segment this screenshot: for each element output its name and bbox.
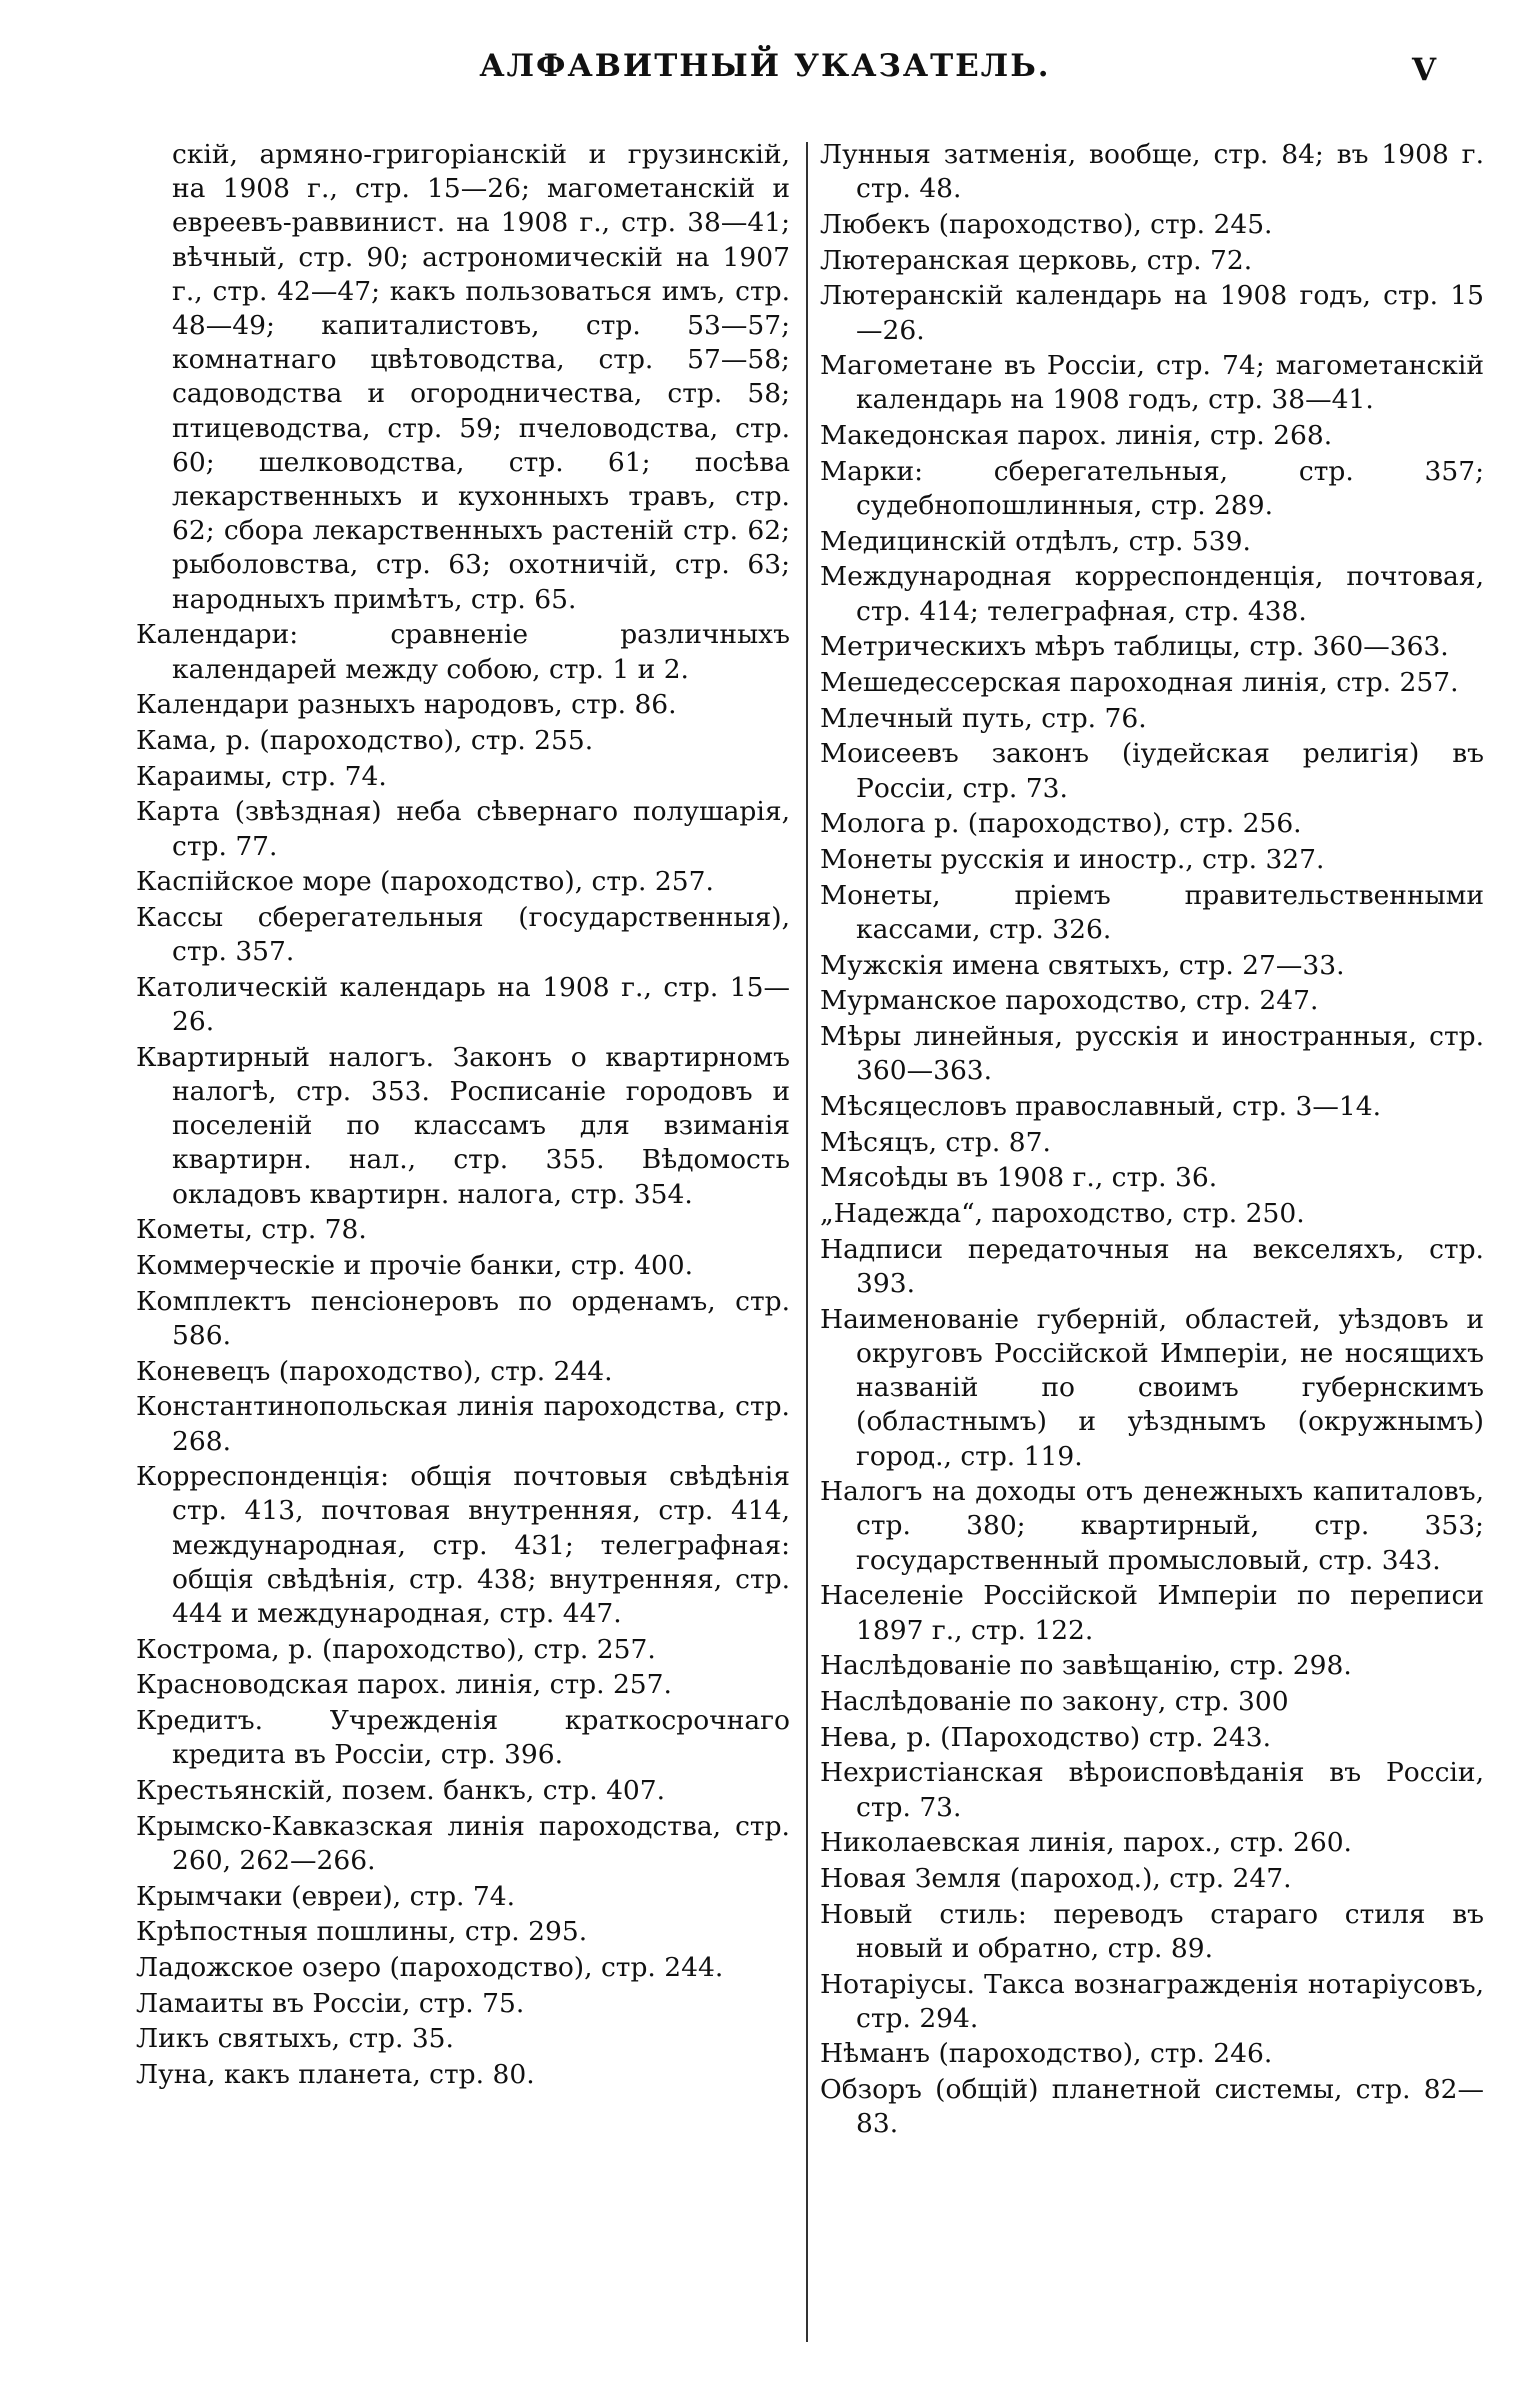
index-entry: Нехристіанская вѣроисповѣданія въ Россіи, стр. 73. (820, 1757, 1484, 1823)
index-entry: Нева, р. (Пароходство) стр. 243. (820, 1721, 1272, 1753)
index-entry: Молога р. (пароходство), стр. 256. (820, 808, 1302, 840)
index-entry: Обзоръ (общій) планетной системы, стр. 82—83. (820, 2074, 1484, 2140)
index-entry: Монеты, пріемъ правительственными кассами, стр. 326. (820, 879, 1484, 945)
index-entry: Кама, р. (пароходство), стр. 255. (136, 724, 594, 756)
index-entry: Международная корреспонденція, почтовая, стр. 414; телеграфная, стр. 438. (820, 561, 1484, 627)
column-divider (806, 142, 808, 2342)
index-entry: Новый стиль: переводъ стараго стиля въ новый и обратно, стр. 89. (820, 1898, 1484, 1964)
index-entry: Македонская парох. линія, стр. 268. (820, 420, 1333, 452)
index-entry: Мѣры линейныя, русскія и иностранныя, стр. 360—363. (820, 1021, 1484, 1087)
index-entry: Марки: сберегательныя, стр. 357; судебнопошлинныя, стр. 289. (820, 455, 1484, 522)
index-entry: Католическій календарь на 1908 г., стр. 15—26. (136, 971, 790, 1038)
index-entry: Мѣсяцесловъ православный, стр. 3—14. (820, 1090, 1382, 1122)
index-entry: Лютеранскій календарь на 1908 годъ, стр. 15—26. (820, 280, 1484, 346)
index-entry: Любекъ (пароходство), стр. 245. (820, 208, 1273, 240)
index-entry: Мясоѣды въ 1908 г., стр. 36. (820, 1162, 1218, 1194)
index-entry: Коневецъ (пароходство), стр. 244. (136, 1355, 613, 1387)
index-entry: Медицинскій отдѣлъ, стр. 539. (820, 525, 1251, 557)
index-entry: Кассы сберегательныя (государственныя), стр. 357. (136, 901, 790, 968)
index-entry: Крестьянскій, позем. банкъ, стр. 407. (136, 1775, 666, 1807)
index-entry: Кометы, стр. 78. (136, 1214, 367, 1246)
index-entry: Монеты русскія и иностр., стр. 327. (820, 844, 1325, 876)
index-entry: Ладожское озеро (пароходство), стр. 244. (136, 1952, 724, 1984)
index-entry: Коммерческіе и прочіе банки, стр. 400. (136, 1250, 694, 1281)
index-entry: Красноводская парох. линія, стр. 257. (136, 1669, 672, 1701)
index-entry: Лунныя затменія, вообще, стр. 84; въ 1908 г. стр. 48. (820, 139, 1484, 205)
index-entry: Ликъ святыхъ, стр. 35. (136, 2023, 454, 2055)
index-entry: Нѣманъ (пароходство), стр. 246. (820, 2038, 1273, 2070)
index-column-left (136, 138, 790, 2094)
index-entry: Мужскія имена святыхъ, стр. 27—33. (820, 949, 1345, 981)
index-entry: Каспійское море (пароходство), стр. 257. (136, 866, 714, 898)
index-entry: Наслѣдованіе по закону, стр. 300 (820, 1685, 1289, 1717)
index-entry: Метрическихъ мѣръ таблицы, стр. 360—363. (820, 631, 1449, 663)
index-entry: Николаевская линія, парох., стр. 260. (820, 1827, 1352, 1859)
index-entry: Кредитъ. Учрежденія краткосрочнаго кредита въ Россіи, стр. 396. (136, 1705, 790, 1771)
index-entry: Млечный путь, стр. 76. (820, 702, 1147, 734)
index-entry: Комплектъ пенсіонеровъ по орденамъ, стр. 586. (136, 1285, 790, 1351)
index-entry: Наслѣдованіе по завѣщанію, стр. 298. (820, 1650, 1352, 1682)
page-number: V (1412, 52, 1437, 88)
index-entry: Крѣпостныя пошлины, стр. 295. (136, 1916, 588, 1948)
index-entry: Квартирный налогъ. Законъ о квартирномъ налогѣ, стр. 353. Росписаніе городовъ и поселеній по классамъ для взиманія квартирн. нал., стр. 355. Вѣдомость окладовъ квартирн. налога, стр. 354. (136, 1041, 790, 1210)
index-entry: Моисеевъ законъ (іудейская религія) въ Россіи, стр. 73. (820, 738, 1484, 804)
index-entry: Календари: сравненіе различныхъ календарей между собою, стр. 1 и 2. (136, 619, 790, 685)
index-entry: Лютеранская церковь, стр. 72. (820, 244, 1253, 276)
index-entry: Мурманское пароходство, стр. 247. (820, 985, 1319, 1017)
index-entry: Налогъ на доходы отъ денежныхъ капиталовъ, стр. 380; квартирный, стр. 353; государственный промысловый, стр. 343. (820, 1476, 1484, 1576)
index-entry: скій, армяно-григоріанскій и грузинскій, на 1908 г., стр. 15—26; магометанскій и евреевъ-раввинист. на 1908 г., стр. 38—41; вѣчный, стр. 90; астрономическій на 1907 г., стр. 42—47; какъ пользоваться имъ, стр. 48—49; капиталистовъ, стр. 53—57; комнатнаго цвѣтоводства, стр. 57—58; садоводства и огородничества, стр. 58; птицеводства, стр. 59; пчеловодства, стр. 60; шелководства, стр. 61; посѣва лекарственныхъ и кухонныхъ травъ, стр. 62; сбора лекарственныхъ растеній стр. 62; рыболовства, стр. 63; охотничій, стр. 63; народныхъ примѣтъ, стр. 65. (172, 139, 790, 615)
index-entry: Нотаріусы. Такса вознагражденія нотаріусовъ, стр. 294. (820, 1968, 1484, 2034)
index-entry: Ламаиты въ Россіи, стр. 75. (136, 1987, 525, 2019)
index-entry: Календари разныхъ народовъ, стр. 86. (136, 689, 677, 721)
index-entry: Мешедессерская пароходная линія, стр. 257. (820, 667, 1459, 699)
index-entry: Крымско-Кавказская линія пароходства, стр. 260, 262—266. (136, 1810, 790, 1876)
index-entry: Луна, какъ планета, стр. 80. (136, 2059, 535, 2091)
running-head: АЛФАВИТНЫЙ УКАЗАТЕЛЬ. (479, 48, 1051, 84)
index-entry: Надписи передаточныя на векселяхъ, стр. 393. (820, 1233, 1484, 1299)
index-entry: Константинопольская линія пароходства, стр. 268. (136, 1391, 790, 1457)
index-entry: „Надежда“, пароходство, стр. 250. (820, 1198, 1305, 1230)
index-entry: Караимы, стр. 74. (136, 760, 387, 792)
index-entry: Мѣсяцъ, стр. 87. (820, 1126, 1051, 1158)
index-entry: Новая Земля (пароход.), стр. 247. (820, 1862, 1292, 1894)
index-column-right (820, 138, 1484, 2143)
index-entry: Крымчаки (евреи), стр. 74. (136, 1880, 516, 1912)
index-entry: Кострома, р. (пароходство), стр. 257. (136, 1633, 656, 1665)
index-entry: Карта (звѣздная) неба сѣвернаго полушарія, стр. 77. (136, 796, 790, 862)
index-entry: Наименованіе губерній, областей, уѣздовъ и округовъ Россійской Имперіи, не носящихъ названій по своимъ губернскимъ (областнымъ) и уѣзднымъ (окружнымъ) город., стр. 119. (820, 1303, 1484, 1472)
index-entry: Корреспонденція: общія почтовыя свѣдѣнія стр. 413, почтовая внутренняя, стр. 414, международная, стр. 431; телеграфная: общія свѣдѣнія, стр. 438; внутренняя, стр. 444 и международная, стр. 447. (136, 1461, 790, 1630)
index-entry: Магометане въ Россіи, стр. 74; магометанскій календарь на 1908 годъ, стр. 38—41. (820, 350, 1484, 416)
index-entry: Населеніе Россійской Имперіи по переписи 1897 г., стр. 122. (820, 1580, 1484, 1646)
